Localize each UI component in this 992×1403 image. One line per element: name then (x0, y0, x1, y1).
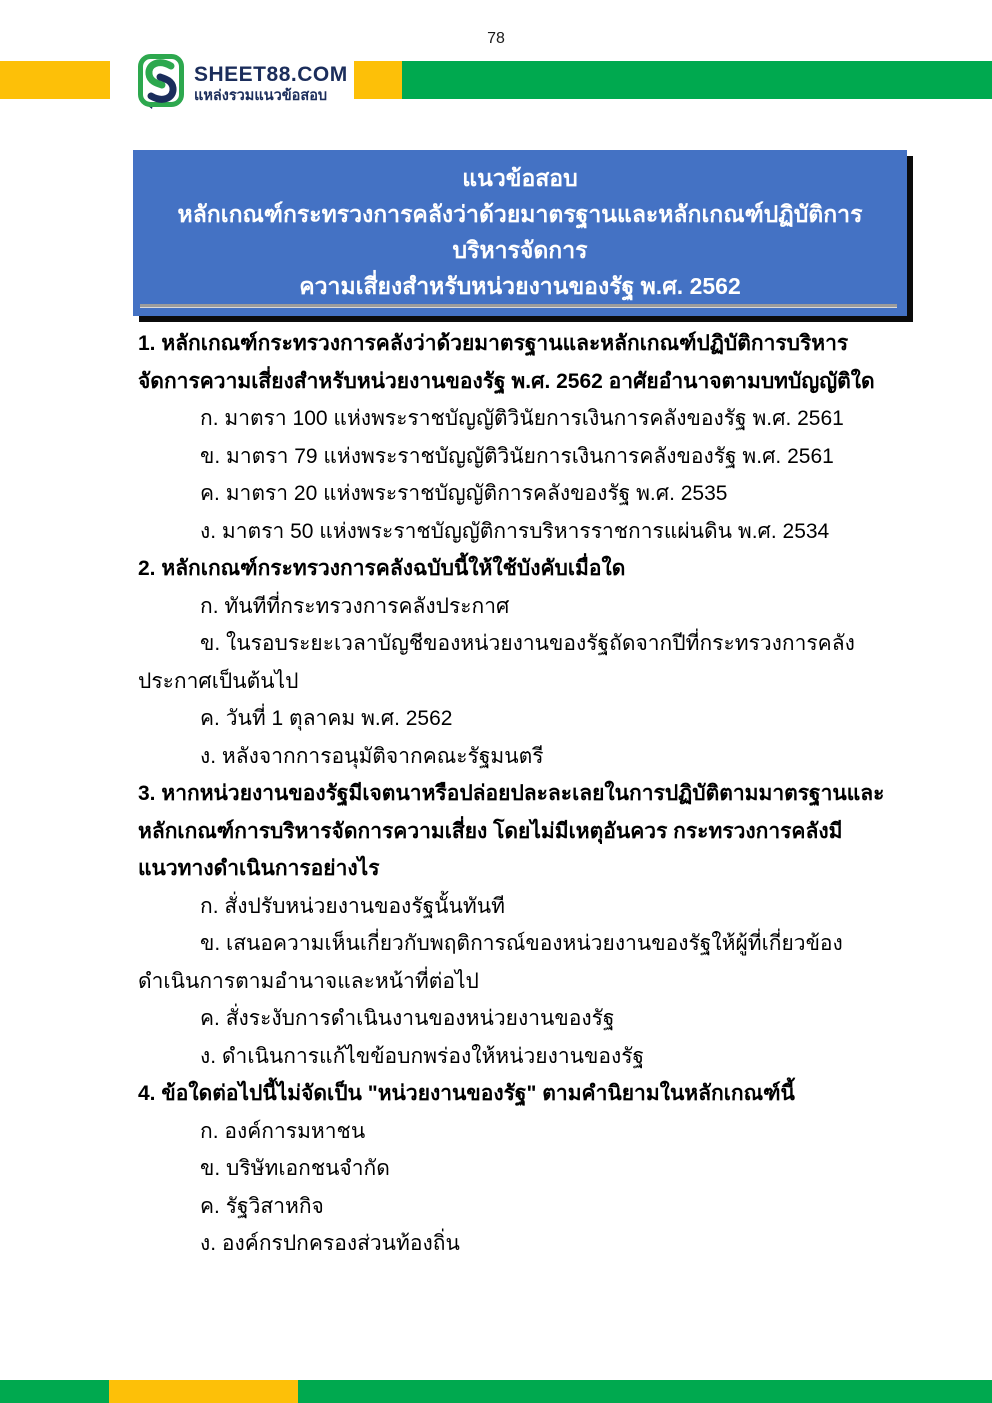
footer-yellow-bar (109, 1380, 298, 1403)
answer-option: ง. ดำเนินการแก้ไขข้อบกพร่องให้หน่วยงานของรัฐ (200, 1044, 645, 1068)
answer-option: ก. มาตรา 100 แห่งพระราชบัญญัติวินัยการเงินการคลังของรัฐ พ.ศ. 2561 (200, 407, 844, 430)
question-4 (138, 1075, 903, 1263)
answer-option: ค. รัฐวิสาหกิจ (200, 1194, 324, 1218)
answer-option: ง. หลังจากการอนุมัติจากคณะรัฐมนตรี (200, 744, 544, 768)
answer-option: ก. องค์การมหาชน (200, 1119, 366, 1143)
question-heading: 2. หลักเกณฑ์กระทรวงการคลังฉบับนี้ให้ใช้บังคับเมื่อใด (138, 557, 626, 580)
answer-option: ค. สั่งระงับการดำเนินงานของหน่วยงานของรัฐ (200, 1007, 615, 1030)
questions-list (138, 325, 903, 1263)
question-heading: 1. หลักเกณฑ์กระทรวงการคลังว่าด้วยมาตรฐานและหลักเกณฑ์ปฏิบัติการบริหารจัดการความเสี่ยงสำหรับหน่วยงานของรัฐ พ.ศ. 2562 อาศัยอำนาจตามบทบัญญัติใด (138, 332, 875, 393)
brand-name: SHEET88.COM (194, 62, 348, 86)
answer-option: ค. วันที่ 1 ตุลาคม พ.ศ. 2562 (200, 707, 453, 730)
answer-option: ง. มาตรา 50 แห่งพระราชบัญญัติการบริหารราชการแผ่นดิน พ.ศ. 2534 (200, 519, 830, 543)
answer-option: ข. เสนอความเห็นเกี่ยวกับพฤติการณ์ของหน่วยงานของรัฐให้ผู้ที่เกี่ยวข้องดำเนินการตามอำนาจและหน้าที่ต่อไป (138, 932, 843, 993)
question-1 (138, 325, 903, 550)
brand-logo (137, 53, 354, 114)
title-box-line1: หลักเกณฑ์กระทรวงการคลังว่าด้วยมาตรฐานและหลักเกณฑ์ปฏิบัติการบริหารจัดการ (177, 201, 863, 263)
header-green-bar (402, 61, 992, 99)
answer-option: ก. ทันทีที่กระทรวงการคลังประกาศ (200, 594, 510, 618)
answer-option: ข. ในรอบระยะเวลาบัญชีของหน่วยงานของรัฐถัดจากปีที่กระทรวงการคลังประกาศเป็นต้นไป (138, 632, 855, 693)
footer-green-bar-left (0, 1380, 109, 1403)
title-box-line2: ความเสี่ยงสำหรับหน่วยงานของรัฐ พ.ศ. 2562 (299, 273, 741, 299)
answer-option: ง. องค์กรปกครองส่วนท้องถิ่น (200, 1232, 460, 1255)
footer-band (0, 1380, 992, 1403)
sheet88-s-monogram-icon (137, 53, 185, 114)
answer-option: ข. บริษัทเอกชนจำกัด (200, 1157, 390, 1180)
question-heading: 3. หากหน่วยงานของรัฐมีเจตนาหรือปล่อยปละละเลยในการปฏิบัติตามมาตรฐานและหลักเกณฑ์การบริหารจัดการความเสี่ยง โดยไม่มีเหตุอันควร กระทรวงการคลังมีแนวทางดำเนินการอย่างไร (138, 782, 885, 880)
exam-title-box (133, 150, 907, 316)
footer-green-bar-right (298, 1380, 992, 1403)
title-box-heading: แนวข้อสอบ (462, 165, 578, 191)
brand-tagline: แหล่งรวมแนวข้อสอบ (194, 87, 328, 104)
question-2 (138, 550, 903, 775)
answer-option: ค. มาตรา 20 แห่งพระราชบัญญัติการคลังของรัฐ พ.ศ. 2535 (200, 482, 728, 505)
question-3 (138, 775, 903, 1075)
answer-option: ข. มาตรา 79 แห่งพระราชบัญญัติวินัยการเงินการคลังของรัฐ พ.ศ. 2561 (200, 444, 834, 468)
header-yellow-bar-left (0, 61, 110, 99)
brand-text-block (194, 63, 348, 105)
question-heading: 4. ข้อใดต่อไปนี้ไม่จัดเป็น "หน่วยงานของรัฐ" ตามคำนิยามในหลักเกณฑ์นี้ (138, 1082, 795, 1105)
answer-option: ก. สั่งปรับหน่วยงานของรัฐนั้นทันที (200, 894, 505, 918)
page-number: 78 (487, 30, 505, 47)
section-divider (140, 304, 897, 308)
